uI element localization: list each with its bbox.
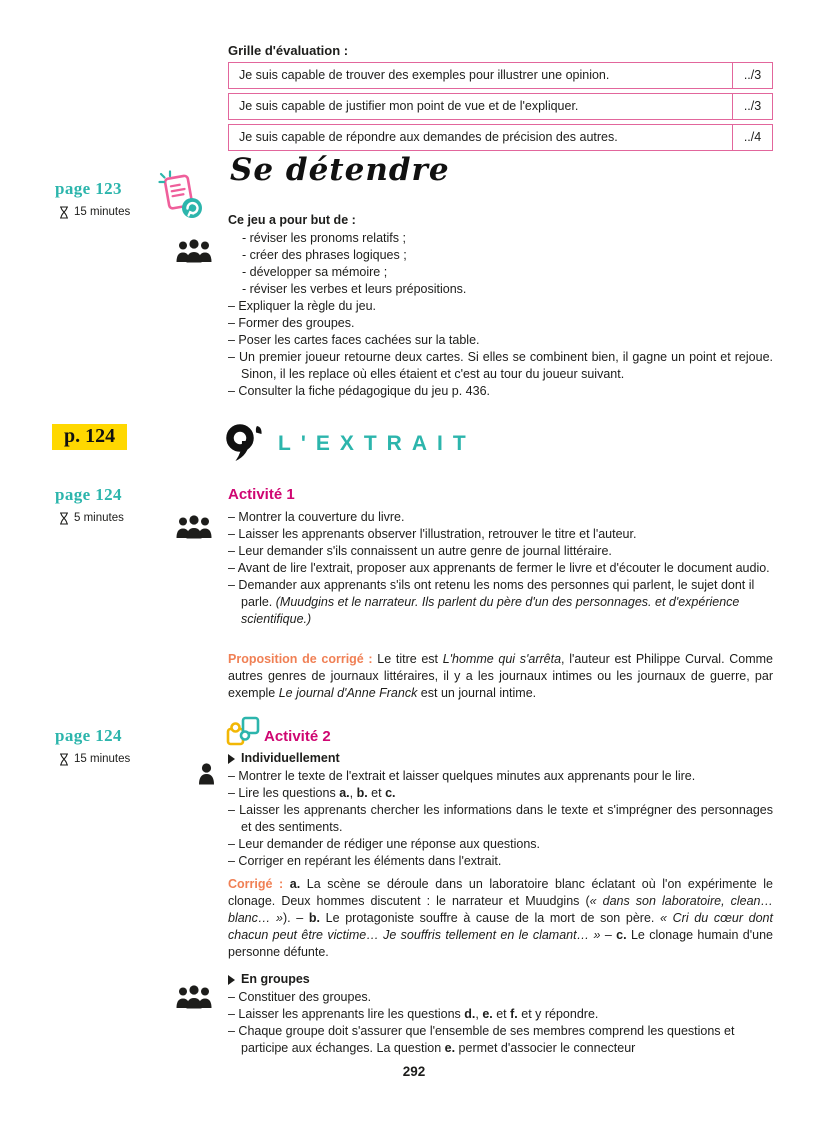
- sidebar-entry-page-123: [55, 180, 130, 221]
- list-item: – Montrer la couverture du livre.: [228, 510, 405, 524]
- duration-text: 15 minutes: [74, 753, 131, 765]
- page-reference-label: page 124: [55, 726, 122, 745]
- card-game-icon: [158, 170, 206, 225]
- activity-2-group-steps: [228, 989, 773, 1057]
- hourglass-icon: [59, 753, 69, 766]
- duration-text: 15 minutes: [74, 206, 131, 218]
- list-item: - réviser les verbes et leurs prépositions.: [242, 282, 467, 296]
- evaluation-criterion: Je suis capable de répondre aux demandes de précision des autres.: [239, 130, 618, 144]
- list-item: – Constituer des groupes.: [228, 990, 372, 1004]
- table-row: [228, 124, 773, 151]
- duration-text: 5 minutes: [74, 512, 124, 524]
- list-item: – Consulter la fiche pédagogique du jeu p. 436.: [228, 384, 490, 398]
- evaluation-score: ../4: [732, 125, 772, 150]
- duration-label: [55, 510, 124, 527]
- activity-1-title: Activité 1: [228, 486, 295, 503]
- list-item: – Chaque groupe doit s'assurer que l'ensemble de ses membres comprend les questions et participe aux échanges. La question e. permet d'associer le connecteur: [228, 1024, 735, 1055]
- page-number-box: p. 124: [52, 424, 127, 450]
- evaluation-criterion: Je suis capable de trouver des exemples pour illustrer une opinion.: [239, 68, 610, 82]
- duration-label: [55, 751, 130, 768]
- triangle-bullet-icon: [228, 975, 235, 985]
- activity-2-individual-steps: [228, 768, 773, 870]
- list-item: – Laisser les apprenants lire les questions d., e. et f. et y répondre.: [228, 1007, 599, 1021]
- evaluation-score: ../3: [732, 63, 772, 88]
- list-item: - développer sa mémoire ;: [242, 265, 388, 279]
- game-goal-heading: Ce jeu a pour but de :: [228, 213, 356, 227]
- game-goals-list: [242, 230, 767, 298]
- page-reference-label: page 124: [55, 485, 122, 504]
- list-item: – Leur demander s'ils connaissent un autre genre de journal littéraire.: [228, 544, 612, 558]
- activity-2-answer-key: Corrigé : a. La scène se déroule dans un laboratoire blanc éclatant où l'on expérimente le clonage. Deux hommes discutent : le narrateur et Muudgins (« dans son laboratoire, clean… blanc… »). – b. Le protagoniste souffre à cause de la mort de son père. « Cri du cœur dont chacun peut être victime… Je souffris tellement en le clamant… » – c. Le clonage humain d'une personne défunte.: [228, 877, 773, 959]
- relax-section-title: Se détendre: [230, 152, 450, 188]
- group-icon: [176, 984, 212, 1014]
- sub-heading-label: En groupes: [241, 972, 310, 986]
- evaluation-score: ../3: [732, 94, 772, 119]
- group-icon: [176, 514, 212, 544]
- activity-1-answer-key: Proposition de corrigé : Le titre est L'homme qui s'arrêta, l'auteur est Philippe Curval. Comme autres genres de journaux littéraires, il y a les journaux intimes ou les journaux de guerre, par exemple Le journal d'Anne Franck est un journal intime.: [228, 652, 773, 700]
- hourglass-icon: [59, 206, 69, 219]
- puzzle-icon: [224, 713, 262, 754]
- activity-1-steps: [228, 509, 773, 628]
- duration-label: [55, 204, 130, 221]
- evaluation-grid: [228, 62, 773, 151]
- list-item: – Un premier joueur retourne deux cartes. Si elles se combinent bien, il gagne un point et rejoue. Sinon, il les replace où elles étaient et c'est au tour du joueur suivant.: [228, 350, 773, 381]
- hourglass-icon: [59, 512, 69, 525]
- evaluation-grid-title: Grille d'évaluation :: [228, 43, 349, 58]
- individual-work-heading: [228, 750, 340, 767]
- sub-heading-label: Individuellement: [241, 751, 340, 765]
- extract-section-title: L'EXTRAIT: [278, 432, 476, 455]
- list-item: – Demander aux apprenants s'ils ont retenu les noms des personnes qui parlent, le sujet dont il parle. (Muudgins et le narrateur. Ils parlent du père d'un des personnages. et d'expérience scientifique.): [228, 578, 755, 626]
- page-number: 292: [402, 1064, 426, 1079]
- list-item: - créer des phrases logiques ;: [242, 248, 407, 262]
- list-item: – Leur demander de rédiger une réponse aux questions.: [228, 837, 541, 851]
- evaluation-criterion: Je suis capable de justifier mon point de vue et de l'expliquer.: [239, 99, 579, 113]
- triangle-bullet-icon: [228, 754, 235, 764]
- activity-2-title: Activité 2: [264, 728, 331, 745]
- page-reference-label: page 123: [55, 179, 122, 198]
- table-row: [228, 62, 773, 89]
- list-item: – Corriger en repérant les éléments dans l'extrait.: [228, 854, 502, 868]
- group-work-heading: [228, 971, 310, 988]
- list-item: – Montrer le texte de l'extrait et laisser quelques minutes aux apprenants pour le lire.: [228, 769, 696, 783]
- list-item: - réviser les pronoms relatifs ;: [242, 231, 406, 245]
- list-item: – Lire les questions a., b. et c.: [228, 786, 396, 800]
- person-icon: [198, 763, 215, 790]
- list-item: – Laisser les apprenants observer l'illustration, retrouver le titre et l'auteur.: [228, 527, 637, 541]
- list-item: – Avant de lire l'extrait, proposer aux apprenants de fermer le livre et d'écouter le document audio.: [228, 561, 770, 575]
- sidebar-entry-page-124-a: [55, 486, 124, 527]
- list-item: – Former des groupes.: [228, 316, 355, 330]
- quote-icon: [220, 420, 266, 469]
- table-row: [228, 93, 773, 120]
- list-item: – Expliquer la règle du jeu.: [228, 299, 377, 313]
- game-steps-list: [228, 298, 773, 400]
- group-icon: [176, 238, 212, 268]
- list-item: – Laisser les apprenants chercher les informations dans le texte et s'imprégner des personnages et des sentiments.: [228, 803, 773, 834]
- sidebar-entry-page-124-b: [55, 727, 130, 768]
- list-item: – Poser les cartes faces cachées sur la table.: [228, 333, 480, 347]
